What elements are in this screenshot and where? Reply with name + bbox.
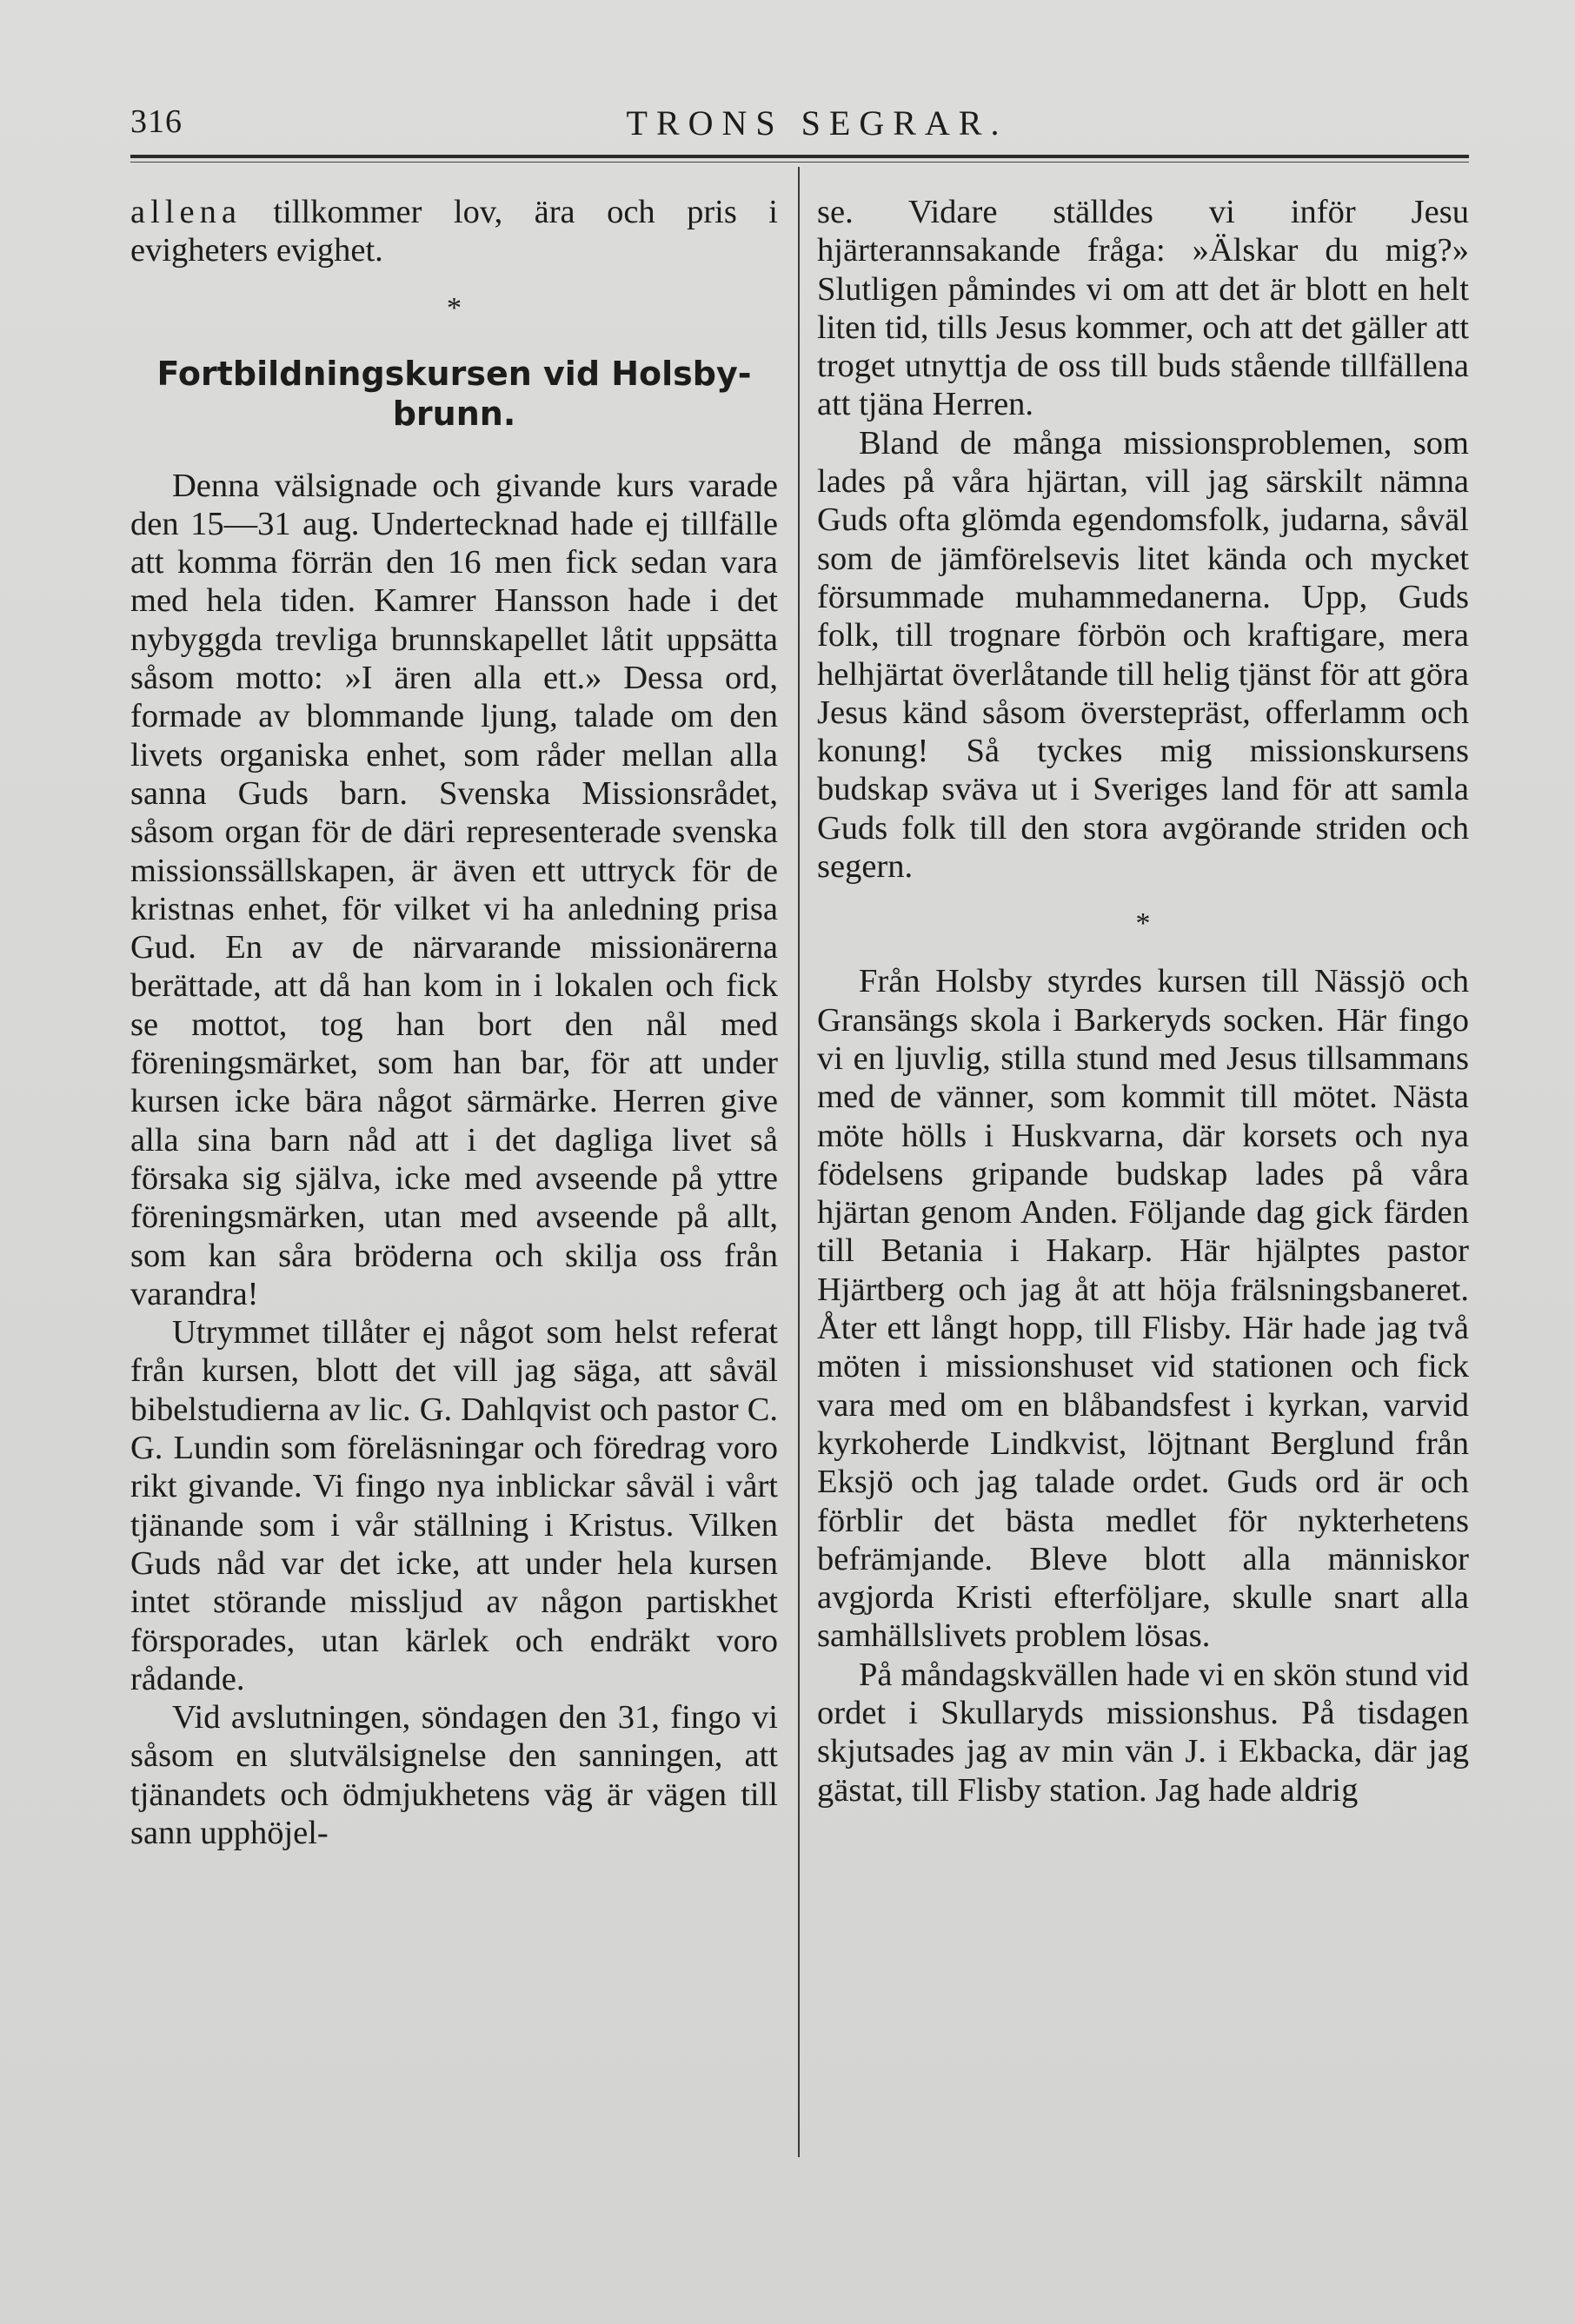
paragraph: se. Vidare ställdes vi inför Jesu hjärterannsakande fråga: »Älskar du mig?» Slutligen påmindes vi om att det är blott en helt liten tid, tills Jesus kommer, och att det gäller att troget utnyttja de oss till buds stående tillfällena att tjäna Herren. <box>817 194 1469 423</box>
page-number: 316 <box>130 103 183 140</box>
paragraph: På måndagskvällen hade vi en skön stund vid ordet i Skullaryds missionshus. På tisdagen skjutsades jag av min vän J. i Ekbacka, där jag gästat, till Flisby station. Jag hade aldrig <box>817 1656 1469 1809</box>
page-header <box>130 103 1469 151</box>
header-rule-thin <box>130 162 1469 163</box>
left-column <box>130 193 778 1852</box>
right-column <box>817 193 1469 1809</box>
paragraph: Utrymmet tillåter ej något som helst referat från kursen, blott det vill jag säga, att såväl bibelstudierna av lic. G. Dahlqvist och pastor C. G. Lundin som föreläsningar och föredrag voro rikt givande. Vi fingo nya inblickar såväl i vårt tjänande som i vår ställning i Kristus. Vilken Guds nåd var det icke, att under hela kursen intet störande missljud av någon partiskhet försporades, utan kärlek och endräkt voro rådande. <box>130 1314 778 1697</box>
paragraph: Denna välsignade och givande kurs varade den 15—31 aug. Undertecknad hade ej tillfälle att komma förrän den 16 men fick sedan vara med hela tiden. Kamrer Hansson hade i det nybyggda trevliga brunnskapellet låtit uppsätta såsom motto: »I ären alla ett.» Dessa ord, formade av blommande ljung, talade om den livets organiska enhet, som råder mellan alla sanna Guds barn. Svenska Missionsrådet, såsom organ för de däri representerade svenska missionssällskapen, är även ett uttryck för de kristnas enhet, för vilket vi ha anledning prisa Gud. En av de närvarande missionärerna berättade, att då han kom in i lokalen och fick se mottot, tog han bort den nål med föreningsmärket, som han bar, för att under kursen icke bära något särmärke. Herren give alla sina barn nåd att i det dagliga livet så försaka sig själva, icke med avseende på yttre föreningsmärken, utan med avseende på allt, som kan såra bröderna och skilja oss från varandra! <box>130 467 778 1312</box>
paragraph: Vid avslutningen, söndagen den 31, fingo vi såsom en slutvälsignelse den sanningen, att tjänandets och ödmjukhetens väg är vägen till sann upphöjel- <box>130 1699 778 1851</box>
header-rule <box>130 155 1469 158</box>
spaced-word: allena <box>130 194 242 230</box>
paragraph: Från Holsby styrdes kursen till Nässjö och Gransängs skola i Barkeryds socken. Här fingo vi en ljuvlig, stilla stund med Jesus tillsammans med de vänner, som kommit till mötet. Nästa möte hölls i Huskvarna, där korsets och nya födelsens gripande budskap lades på våra hjärtan genom Anden. Följande dag gick färden till Betania i Hakarp. Här hjälptes pastor Hjärtberg och jag åt att höja frälsningsbaneret. Åter ett långt hopp, till Flisby. Här hade jag två möten i missionshuset vid stationen och fick vara med om en blåbandsfest i kyrkan, varvid kyrkoherde Lindkvist, löjtnant Berglund från Eksjö och jag talade ordet. Guds ord är och förblir det bästa medlet för nykterhetens befrämjande. Bleve blott alla människor avgjorda Kristi efterföljare, skulle snart alla samhällslivets problem lösas. <box>817 963 1469 1655</box>
section-separator: * <box>1135 907 1151 940</box>
column-divider <box>798 167 800 2157</box>
paragraph-text: tillkommer lov, ära och pris i evigheters evighet. <box>130 194 778 269</box>
paragraph <box>130 193 778 270</box>
section-separator: * <box>447 291 462 324</box>
article-heading: Fortbildningskursen vid Holsby-brunn. <box>156 354 752 433</box>
running-title: TRONS SEGRAR. <box>626 103 1008 143</box>
paragraph: Bland de många missionsproblemen, som lades på våra hjärtan, vill jag särskilt nämna Guds ofta glömda egendomsfolk, judarna, såväl som de jämförelsevis litet kända och mycket försummade muhammedanerna. Upp, Guds folk, till trognare förbön och kraftigare, mera helhjärtat överlåtande till helig tjänst för att göra Jesus känd såsom överstepräst, offerlamm och konung! Så tyckes mig missionskursens budskap sväva ut i Sveriges land för att samla Guds folk till den stora avgörande striden och segern. <box>817 424 1469 886</box>
